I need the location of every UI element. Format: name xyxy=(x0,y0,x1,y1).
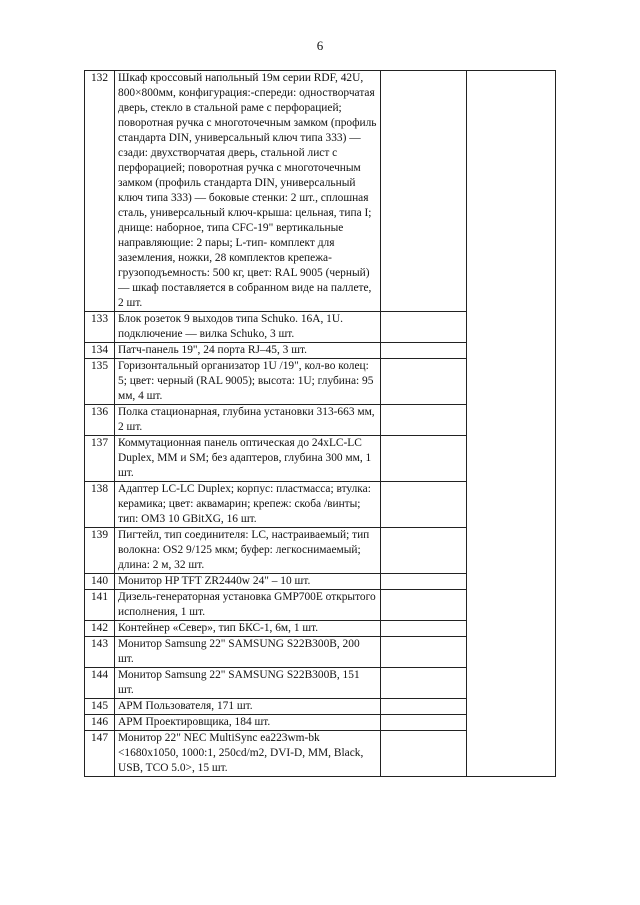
row-description: Монитор HP TFT ZR2440w 24" – 10 шт. xyxy=(115,574,381,590)
row-number: 140 xyxy=(85,574,115,590)
row-description: Пигтейл, тип соединителя: LC, настраиваемый; тип волокна: OS2 9/125 мкм; буфер: легкоснимаемый; длина: 2 м, 32 шт. xyxy=(115,528,381,574)
empty-cell xyxy=(381,71,467,312)
row-number: 135 xyxy=(85,359,115,405)
empty-cell xyxy=(381,699,467,715)
row-description: Монитор Samsung 22" SAMSUNG S22B300B, 200 шт. xyxy=(115,637,381,668)
empty-cell xyxy=(381,528,467,574)
row-description: Коммутационная панель оптическая до 24xLC-LC Duplex, MM и SM; без адаптеров, глубина 300 мм, 1 шт. xyxy=(115,436,381,482)
empty-cell xyxy=(381,731,467,777)
row-number: 146 xyxy=(85,715,115,731)
row-number: 144 xyxy=(85,668,115,699)
row-number: 138 xyxy=(85,482,115,528)
row-description: Контейнер «Север», тип БКС-1, 6м, 1 шт. xyxy=(115,621,381,637)
row-description: Монитор 22" NEC MultiSync ea223wm-bk <1680x1050, 1000:1, 250cd/m2, DVI-D, MM, Black, USB, TCO 5.0>, 15 шт. xyxy=(115,731,381,777)
row-description: Патч-панель 19", 24 порта RJ–45, 3 шт. xyxy=(115,343,381,359)
empty-cell xyxy=(381,668,467,699)
empty-cell xyxy=(381,312,467,343)
empty-cell xyxy=(381,482,467,528)
row-number: 142 xyxy=(85,621,115,637)
row-description: АРМ Проектировщика, 184 шт. xyxy=(115,715,381,731)
empty-cell xyxy=(381,359,467,405)
row-description: Шкаф кроссовый напольный 19м серии RDF, 42U, 800×800мм, конфигурация:-спереди: одностворчатая дверь, стекло в стальной раме с перфорацией; поворотная ручка с многоточечным замком (профиль стандарта DIN, универсальный ключ типа 333) — сзади: двухстворчатая дверь, стальной лист с перфорацией; поворотная ручка с многоточечным замком (профиль стандарта DIN, универсальный ключ типа 333) — боковые стенки: 2 шт., сплошная сталь, универсальный ключ-крыша: цельная, типа I; днище: наборное, типа CFC-19" вертикальные направляющие: 2 пары; L-тип- комплект для заземления, ножки, 28 комплектов крепежа-грузоподъемность: 500 кг, цвет: RAL 9005 (черный) — шкаф поставляется в собранном виде на паллете, 2 шт. xyxy=(115,71,381,312)
row-number: 132 xyxy=(85,71,115,312)
empty-cell xyxy=(381,637,467,668)
row-number: 134 xyxy=(85,343,115,359)
row-description: Адаптер LC-LC Duplex; корпус: пластмасса; втулка: керамика; цвет: аквамарин; крепеж: скоба /винты; тип: ОМ3 10 GBitXG, 16 шт. xyxy=(115,482,381,528)
empty-cell xyxy=(381,715,467,731)
row-description: Дизель-генераторная установка GMP700E открытого исполнения, 1 шт. xyxy=(115,590,381,621)
row-number: 147 xyxy=(85,731,115,777)
empty-cell xyxy=(381,590,467,621)
row-description: Горизонтальный организатор 1U /19", кол-во колец: 5; цвет: черный (RAL 9005); высота: 1U; глубина: 95 мм, 4 шт. xyxy=(115,359,381,405)
property-table xyxy=(84,70,556,777)
page-number: 6 xyxy=(316,38,324,53)
row-description: Блок розеток 9 выходов типа Schuko. 16А, 1U. подключение — вилка Schuko, 3 шт. xyxy=(115,312,381,343)
row-description: Полка стационарная, глубина установки 313-663 мм, 2 шт. xyxy=(115,405,381,436)
row-number: 137 xyxy=(85,436,115,482)
row-description: АРМ Пользователя, 171 шт. xyxy=(115,699,381,715)
empty-cell xyxy=(381,343,467,359)
table-row xyxy=(85,71,556,312)
empty-cell xyxy=(381,436,467,482)
empty-cell xyxy=(381,621,467,637)
row-number: 145 xyxy=(85,699,115,715)
row-description: Монитор Samsung 22" SAMSUNG S22B300B, 151 шт. xyxy=(115,668,381,699)
conditions-note-cell xyxy=(467,71,556,777)
row-number: 136 xyxy=(85,405,115,436)
row-number: 141 xyxy=(85,590,115,621)
row-number: 133 xyxy=(85,312,115,343)
row-number: 139 xyxy=(85,528,115,574)
empty-cell xyxy=(381,574,467,590)
row-number: 143 xyxy=(85,637,115,668)
empty-cell xyxy=(381,405,467,436)
